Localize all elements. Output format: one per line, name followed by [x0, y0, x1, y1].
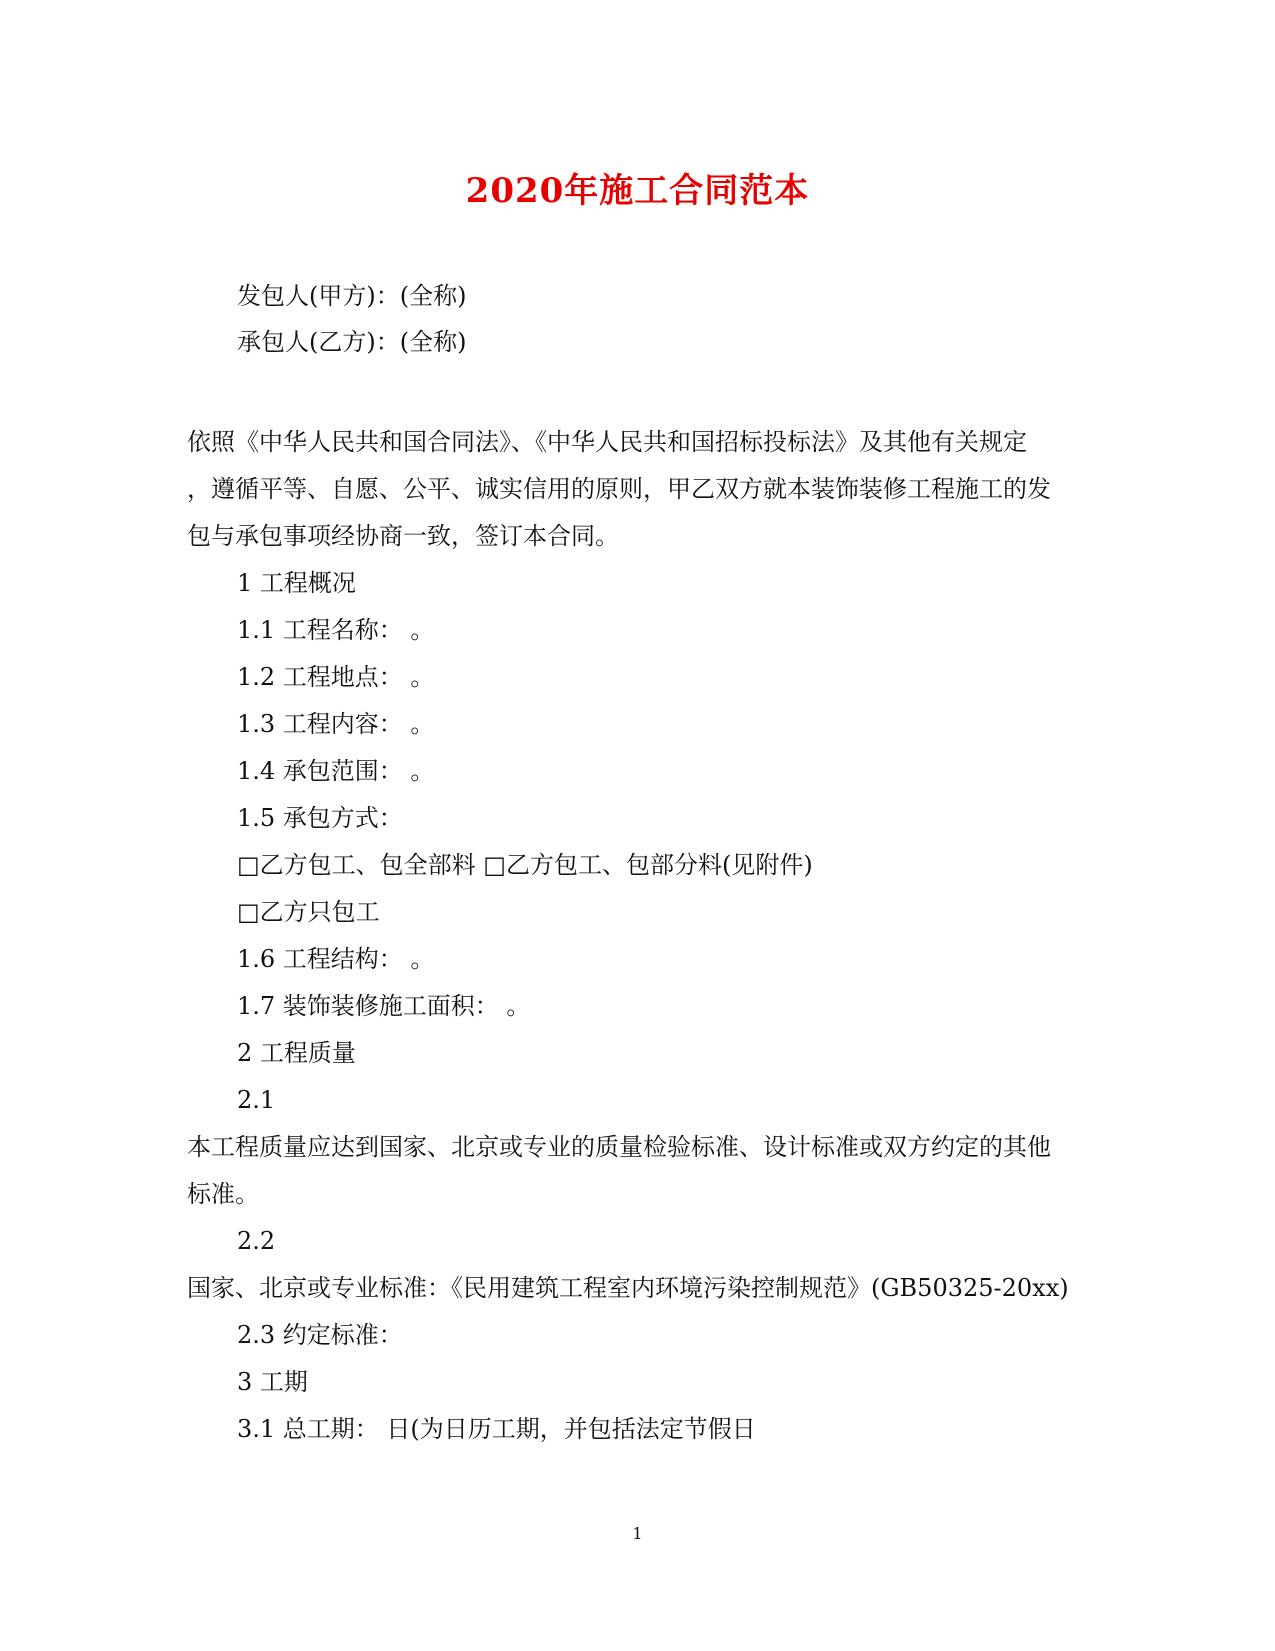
- clause-2-2-number: 2.2: [237, 1227, 276, 1255]
- preamble-line-3: 包与承包事项经协商一致，签订本合同。: [187, 522, 619, 550]
- clause-1-4: 1.4 承包范围： 。: [237, 757, 435, 785]
- clause-2-3: 2.3 约定标准：: [237, 1321, 403, 1349]
- clause-2-2-text: 国家、北京或专业标准：《民用建筑工程室内环境污染控制规范》(GB50325-20xx): [187, 1274, 1069, 1302]
- party-b-line: 承包人(乙方)：(全称): [237, 328, 467, 356]
- clause-1-2: 1.2 工程地点： 。: [237, 663, 435, 691]
- clause-1-5: 1.5 承包方式：: [237, 804, 403, 832]
- clause-2-1-text-1: 本工程质量应达到国家、北京或专业的质量检验标准、设计标准或双方约定的其他: [187, 1133, 1051, 1161]
- preamble-line-2: ，遵循平等、自愿、公平、诚实信用的原则，甲乙双方就本装饰装修工程施工的发: [187, 475, 1051, 503]
- clause-2-1-number: 2.1: [237, 1086, 276, 1114]
- clause-2-1-text-2: 标准。: [187, 1180, 259, 1208]
- clause-3-1: 3.1 总工期： 日(为日历工期，并包括法定节假日: [237, 1415, 756, 1443]
- clause-1-1: 1.1 工程名称： 。: [237, 616, 435, 644]
- section-3-heading: 3 工期: [237, 1368, 308, 1396]
- page-number: 1: [632, 1524, 643, 1543]
- contract-mode-options-2: □乙方只包工: [237, 898, 380, 926]
- document-title: 2020年施工合同范本: [465, 171, 810, 211]
- clause-1-3: 1.3 工程内容： 。: [237, 710, 435, 738]
- party-a-line: 发包人(甲方)：(全称): [237, 282, 467, 310]
- contract-mode-options-1: □乙方包工、包全部料 □乙方包工、包部分料(见附件): [237, 851, 813, 879]
- section-2-heading: 2 工程质量: [237, 1039, 356, 1067]
- section-1-heading: 1 工程概况: [237, 569, 356, 597]
- clause-1-6: 1.6 工程结构： 。: [237, 945, 435, 973]
- clause-1-7: 1.7 装饰装修施工面积： 。: [237, 992, 531, 1020]
- preamble-line-1: 依照《中华人民共和国合同法》、《中华人民共和国招标投标法》及其他有关规定: [187, 428, 1027, 456]
